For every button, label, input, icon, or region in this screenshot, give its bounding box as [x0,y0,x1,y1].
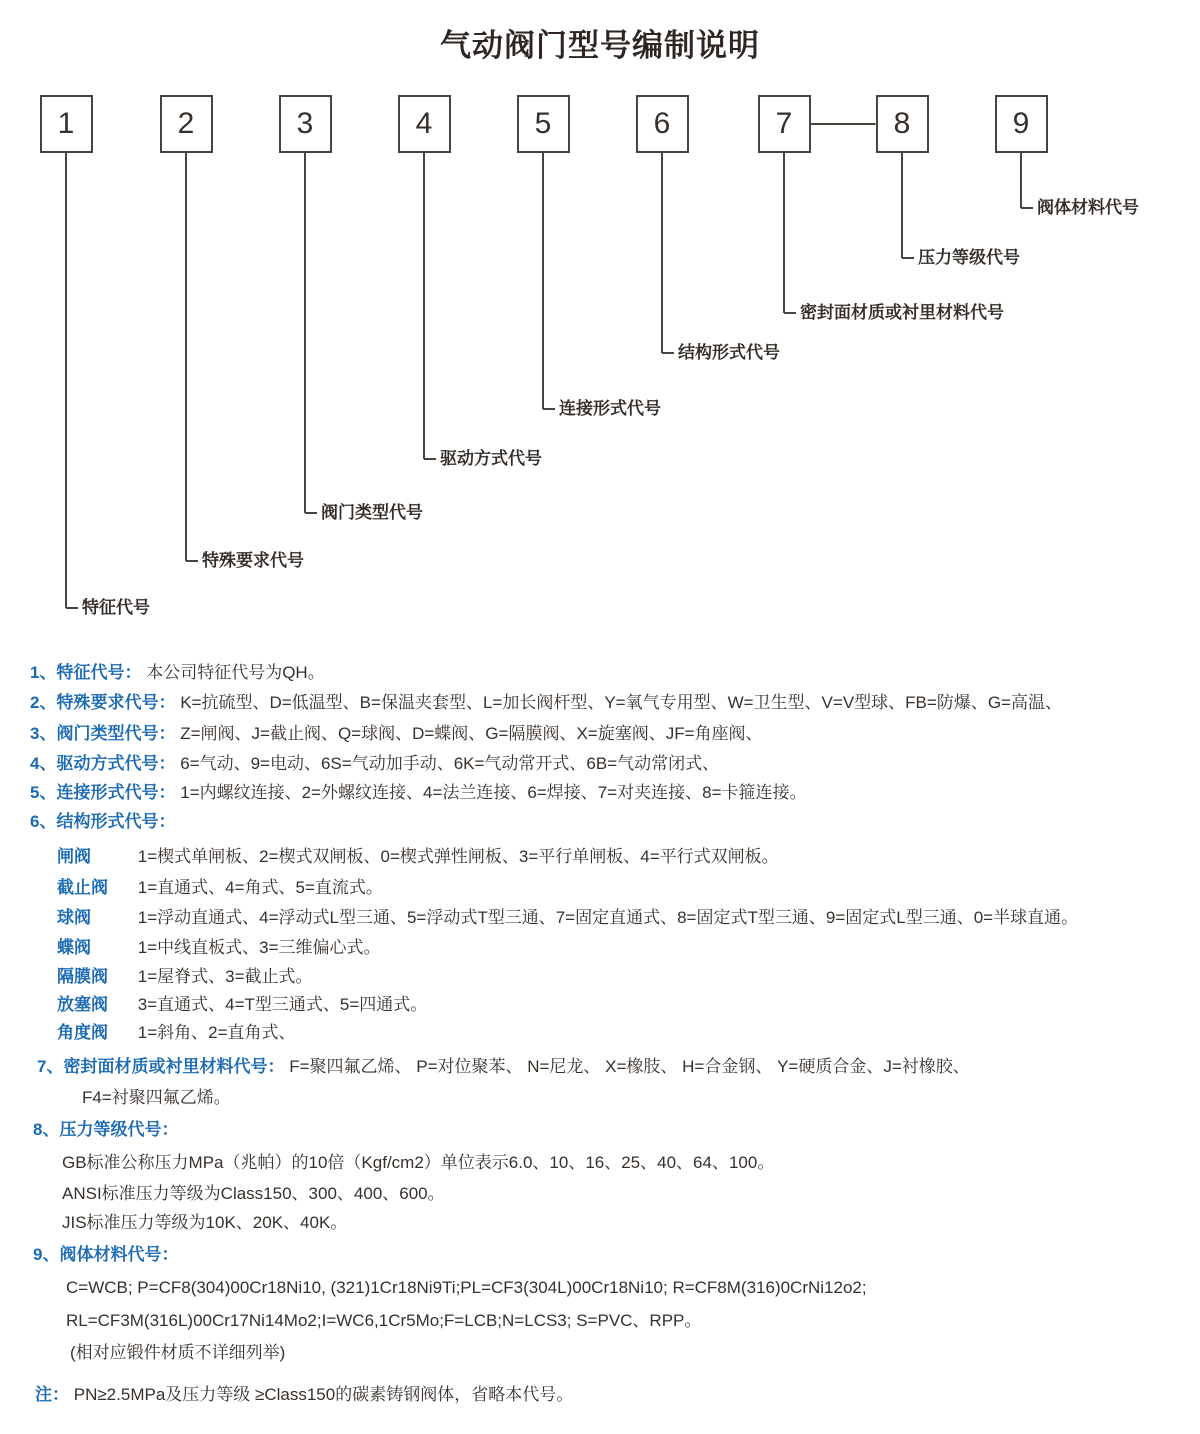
valve-type-codes: 3=直通式、4=T型三通式、5=四通式。 [137,995,428,1014]
structure-row-angle [57,1021,296,1044]
section-1-text: 本公司特征代号为QH。 [146,663,325,682]
section-1-row [30,661,325,684]
diagram-label-1: 特征代号 [82,598,150,617]
section-4-row [30,752,719,775]
section-6-heading-row [30,810,175,833]
section-7-text-2: F4=衬聚四氟乙烯。 [82,1088,231,1107]
valve-type-label: 闸阀 [57,847,91,866]
section-8-heading-row [33,1118,178,1141]
section-3-row [30,722,763,745]
section-8-line-ansi [62,1182,445,1205]
body-material-text-3: (相对应锻件材质不详细列举) [70,1343,286,1362]
valve-type-label: 球阀 [57,908,91,927]
section-7-text: F=聚四氟乙烯、 P=对位聚苯、 N=尼龙、 X=橡肢、 H=合金钢、 Y=硬质合金、J=衬橡胶、 [289,1057,970,1076]
section-3-text: Z=闸阀、J=截止阀、Q=球阀、D=蝶阀、G=隔膜阀、X=旋塞阀、JF=角座阀、 [180,724,763,743]
body-material-text-1: C=WCB; P=CF8(304)00Cr18Ni10, (321)1Cr18Ni9Ti;PL=CF3(304L)00Cr18Ni10; R=CF8M(316)0CrNi12o2; [66,1278,867,1297]
diagram-box-3: 3 [279,95,332,153]
valve-type-label: 蝶阀 [57,938,91,957]
diagram-box-7: 7 [758,95,811,153]
structure-row-ball [57,906,1078,929]
valve-type-codes: 1=中线直板式、3=三维偏心式。 [137,938,381,957]
structure-row-gate [57,845,779,868]
section-7-row-2 [82,1086,231,1109]
jis-pressure-text: JIS标准压力等级为10K、20K、40K。 [62,1213,348,1232]
diagram-label-8: 压力等级代号 [918,248,1020,267]
valve-type-codes: 1=斜角、2=直角式、 [137,1023,296,1042]
valve-type-label: 截止阀 [57,878,108,897]
section-5-text: 1=内螺纹连接、2=外螺纹连接、4=法兰连接、6=焊接、7=对夹连接、8=卡箍连接。 [180,783,807,802]
section-7-row [37,1055,970,1078]
section-4-text: 6=气动、9=电动、6S=气动加手动、6K=气动常开式、6B=气动常闭式、 [180,754,720,773]
section-9-line-1 [66,1276,867,1299]
valve-type-codes: 1=浮动直通式、4=浮动式L型三通、5=浮动式T型三通、7=固定直通式、8=固定式T型三通、9=固定式L型三通、0=半球直通。 [137,908,1079,927]
valve-type-label: 放塞阀 [57,995,108,1014]
structure-row-butterfly [57,936,381,959]
section-1-heading: 1、特征代号： [30,663,142,682]
body-material-text-2: RL=CF3M(316L)00Cr17Ni14Mo2;I=WC6,1Cr5Mo;F=LCB;N=LCS3; S=PVC、RPP。 [66,1311,702,1330]
valve-type-codes: 1=屋脊式、3=截止式。 [137,967,313,986]
section-9-line-3 [70,1341,285,1364]
diagram-box-5: 5 [517,95,570,153]
note-heading: 注： [35,1385,69,1404]
note-text: PN≥2.5MPa及压力等级 ≥Class150的碳素铸钢阀体，省略本代号。 [73,1385,574,1404]
section-8-heading: 8、压力等级代号： [33,1120,179,1139]
diagram-box-9: 9 [995,95,1048,153]
section-2-text: K=抗硫型、D=低温型、B=保温夹套型、L=加长阀杆型、Y=氧气专用型、W=卫生型、V=V型球、FB=防爆、G=高温、 [180,693,1062,712]
valve-type-label: 角度阀 [57,1023,108,1042]
page-title: 气动阀门型号编制说明 [440,28,760,63]
valve-type-label: 隔膜阀 [57,967,108,986]
diagram-label-5: 连接形式代号 [559,399,661,418]
section-8-line-gb [62,1151,774,1174]
diagram-box-2: 2 [160,95,213,153]
section-9-line-2 [66,1309,701,1332]
section-7-heading: 7、密封面材质或衬里材料代号： [37,1057,285,1076]
diagram-box-6: 6 [636,95,689,153]
diagram-label-7: 密封面材质或衬里材料代号 [800,303,1004,322]
diagram-label-6: 结构形式代号 [678,343,780,362]
section-4-heading: 4、驱动方式代号： [30,754,176,773]
diagram-box-1: 1 [40,95,93,153]
section-2-heading: 2、特殊要求代号： [30,693,176,712]
gb-pressure-text: GB标准公称压力MPa（兆帕）的10倍（Kgf/cm2）单位表示6.0、10、16、25、40、64、100。 [62,1153,775,1172]
section-9-heading-row [33,1243,178,1266]
diagram-box-8: 8 [876,95,929,153]
diagram-label-9: 阀体材料代号 [1037,198,1139,217]
diagram-box-4: 4 [398,95,451,153]
structure-row-globe [57,876,383,899]
valve-type-codes: 1=直通式、4=角式、5=直流式。 [137,878,383,897]
ansi-pressure-text: ANSI标准压力等级为Class150、300、400、600。 [62,1184,445,1203]
section-8-line-jis [62,1211,347,1234]
section-3-heading: 3、阀门类型代号： [30,724,176,743]
valve-model-numbering-diagram [0,0,1200,650]
diagram-label-3: 阀门类型代号 [321,503,423,522]
structure-row-plug [57,993,427,1016]
section-2-row [30,691,1062,714]
section-5-heading: 5、连接形式代号： [30,783,176,802]
note-row [35,1383,573,1406]
valve-type-codes: 1=楔式单闸板、2=楔式双闸板、0=楔式弹性闸板、3=平行单闸板、4=平行式双闸板。 [137,847,779,866]
section-5-row [30,781,807,804]
diagram-label-4: 驱动方式代号 [440,449,542,468]
section-6-heading: 6、结构形式代号： [30,812,176,831]
diagram-label-2: 特殊要求代号 [202,551,304,570]
structure-row-diaphragm [57,965,313,988]
section-9-heading: 9、阀体材料代号： [33,1245,179,1264]
